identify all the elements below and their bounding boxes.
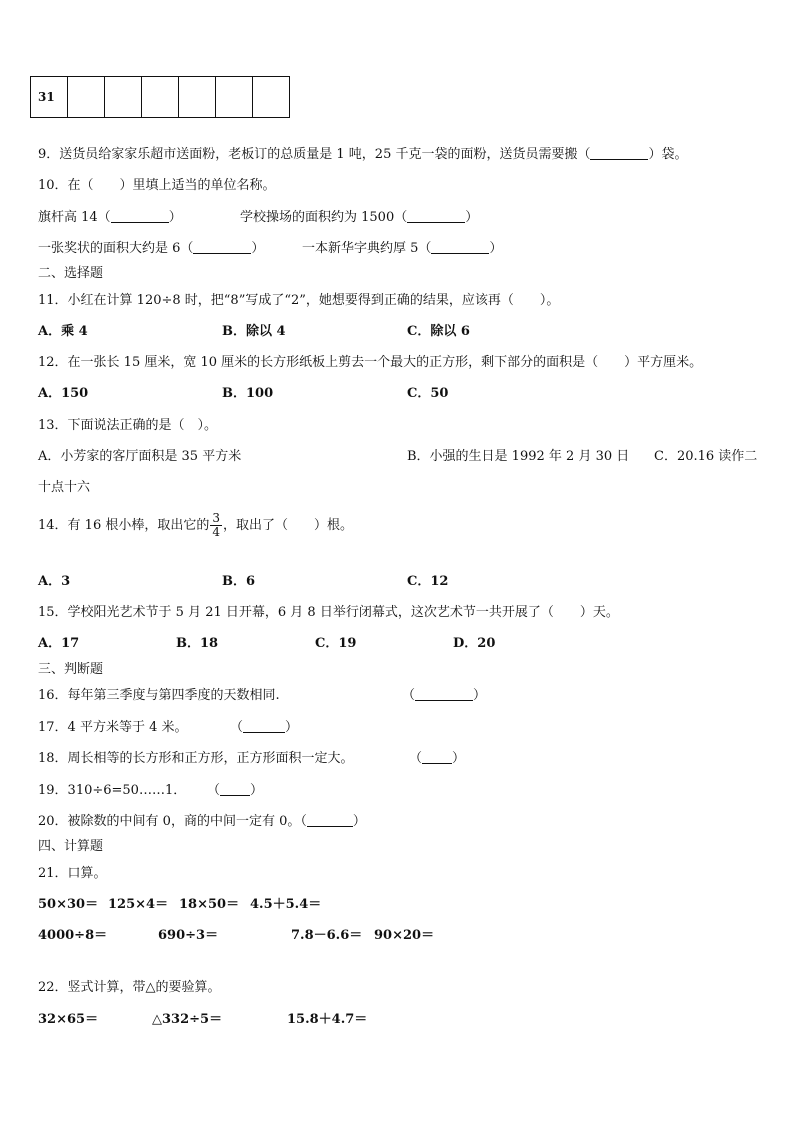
question-10-b — [240, 210, 478, 226]
bracket-close: ） — [352, 814, 366, 829]
option-c[interactable]: C．除以 6 — [407, 324, 470, 339]
option-b[interactable]: B．小强的生日是 1992 年 2 月 30 日 — [407, 449, 630, 464]
question-18-text: 18．周长相等的长方形和正方形，正方形面积一定大。 — [38, 751, 354, 766]
question-10-a — [38, 210, 182, 226]
vertical-calc-item: △332÷5＝ — [152, 1012, 223, 1027]
option-a[interactable]: A．小芳家的客厅面积是 35 平方米 — [38, 449, 242, 464]
question-12-text: 12．在一张长 15 厘米，宽 10 厘米的长方形纸板上剪去一个最大的正方形，剩下部分的面积是（ ）平方厘米。 — [38, 355, 703, 370]
question-10-c — [38, 241, 264, 257]
bracket-open: （ — [230, 720, 244, 735]
question-10-b-text: 学校操场的面积约为 1500（ — [240, 210, 408, 225]
section-heading-calc: 四、计算题 — [38, 839, 104, 854]
answer-blank[interactable] — [220, 783, 250, 796]
question-10-d-text: 一本新华字典约厚 5（ — [302, 241, 432, 256]
fraction-denominator: 4 — [212, 525, 220, 539]
question-14-tail: ，取出了（ ）根。 — [223, 518, 354, 533]
bracket-open: （ — [409, 751, 423, 766]
bracket-close: ） — [251, 241, 265, 256]
option-c[interactable]: C．20.16 读作二 — [654, 449, 758, 464]
question-9-text: 9．送货员给家家乐超市送面粉，老板订的总质量是 1 吨，25 千克一袋的面粉，送货员需要搬（ — [38, 147, 591, 162]
oral-calc-item: 90×20＝ — [374, 928, 435, 943]
table-cell[interactable] — [179, 77, 216, 118]
option-b[interactable]: B．除以 4 — [222, 324, 286, 339]
oral-calc-item: 125×4＝ — [108, 897, 169, 912]
option-a[interactable]: A．乘 4 — [38, 324, 88, 339]
question-20 — [38, 814, 366, 830]
option-b[interactable]: B．100 — [222, 386, 274, 401]
option-a[interactable]: A．3 — [38, 574, 71, 589]
question-9-tail: ）袋。 — [648, 147, 688, 162]
question-14-lead: 14．有 16 根小棒，取出它的 — [38, 518, 210, 533]
option-c[interactable]: C．19 — [315, 636, 357, 651]
question-17-text: 17．4 平方米等于 4 米。 — [38, 720, 188, 735]
option-c[interactable]: C．12 — [407, 574, 449, 589]
option-a[interactable]: A．150 — [38, 386, 89, 401]
question-10-d — [302, 241, 502, 257]
table-cell[interactable] — [105, 77, 142, 118]
answer-bracket — [402, 688, 486, 704]
option-b[interactable]: B．18 — [176, 636, 219, 651]
oral-calc-item: 7.8－6.6＝ — [291, 928, 363, 943]
question-15-text: 15．学校阳光艺术节于 5 月 21 日开幕，6 月 8 日举行闭幕式，这次艺术节一共开展了（ ）天。 — [38, 605, 619, 620]
bracket-close: ） — [250, 783, 264, 798]
table-cell[interactable] — [142, 77, 179, 118]
section-heading-choice: 二、选择题 — [38, 266, 104, 281]
answer-blank[interactable] — [307, 814, 353, 827]
option-c[interactable]: C．50 — [407, 386, 449, 401]
question-10-a-text: 旗杆高 14（ — [38, 210, 111, 225]
fraction-numerator: 3 — [212, 511, 220, 525]
table-row — [31, 77, 290, 118]
answer-blank[interactable] — [111, 210, 169, 223]
question-13-text: 13．下面说法正确的是（ ）。 — [38, 418, 218, 433]
question-14-text — [38, 512, 353, 539]
question-16-text: 16．每年第三季度与第四季度的天数相同. — [38, 688, 280, 703]
answer-blank[interactable] — [407, 210, 465, 223]
bracket-close: ） — [473, 688, 487, 703]
option-d[interactable]: D．20 — [453, 636, 496, 651]
bracket-close: ） — [452, 751, 466, 766]
bracket-close: ） — [465, 210, 479, 225]
bracket-open: （ — [300, 814, 307, 829]
table-cell: 31 — [31, 77, 68, 118]
question-22-title: 22．竖式计算，带△的要验算。 — [38, 980, 221, 995]
question-9 — [38, 147, 688, 163]
answer-bracket — [230, 720, 298, 736]
question-10-title: 10．在（ ）里填上适当的单位名称。 — [38, 178, 276, 193]
answer-blank[interactable] — [590, 147, 648, 160]
answer-blank[interactable] — [415, 688, 473, 701]
answer-bracket — [409, 751, 465, 767]
option-b[interactable]: B．6 — [222, 574, 256, 589]
oral-calc-item: 50×30＝ — [38, 897, 99, 912]
vertical-calc-item: 32×65＝ — [38, 1012, 99, 1027]
question-19-text: 19．310÷6=50……1． — [38, 783, 187, 798]
question-10-c-text: 一张奖状的面积大约是 6（ — [38, 241, 194, 256]
oral-calc-item: 690÷3＝ — [158, 928, 219, 943]
question-11-text: 11．小红在计算 120÷8 时，把“8”写成了“2”，她想要得到正确的结果，应该再（ ）。 — [38, 293, 560, 308]
fraction — [210, 512, 222, 539]
answer-blank[interactable] — [193, 241, 251, 254]
option-c-continued: 十点十六 — [38, 480, 91, 495]
answer-blank[interactable] — [431, 241, 489, 254]
table-cell[interactable] — [253, 77, 290, 118]
section-heading-judge: 三、判断题 — [38, 662, 104, 677]
oral-calc-item: 4.5＋5.4＝ — [250, 897, 322, 912]
question-21-title: 21．口算。 — [38, 866, 107, 881]
bracket-close: ） — [489, 241, 503, 256]
answer-bracket — [207, 783, 263, 799]
bracket-close: ） — [168, 210, 182, 225]
table-cell[interactable] — [216, 77, 253, 118]
oral-calc-item: 4000÷8＝ — [38, 928, 108, 943]
table-cell[interactable] — [68, 77, 105, 118]
bracket-close: ） — [285, 720, 299, 735]
answer-table — [30, 76, 290, 118]
question-20-text: 20．被除数的中间有 0，商的中间一定有 0。 — [38, 814, 301, 829]
answer-blank[interactable] — [243, 720, 285, 733]
oral-calc-item: 18×50＝ — [179, 897, 240, 912]
option-a[interactable]: A．17 — [38, 636, 80, 651]
bracket-open: （ — [402, 688, 416, 703]
answer-blank[interactable] — [422, 751, 452, 764]
vertical-calc-item: 15.8＋4.7＝ — [287, 1012, 368, 1027]
bracket-open: （ — [207, 783, 221, 798]
